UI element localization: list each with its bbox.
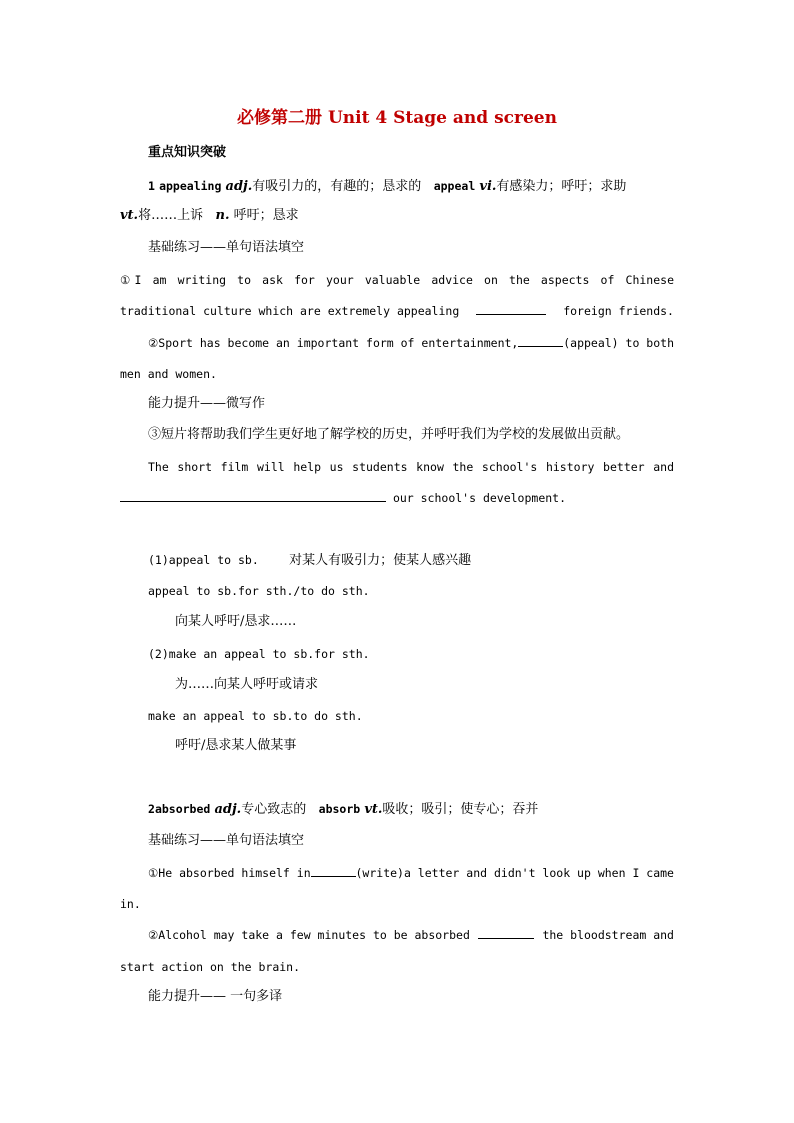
item1-ability-label: 能力提升——微写作	[148, 396, 266, 411]
phrase-1-en: (1)appeal to sb.	[148, 553, 259, 567]
item1-practice-label: 基础练习——单句语法填空	[148, 240, 305, 255]
item1-pos1: adj.	[225, 179, 253, 194]
item2-practice-label: 基础练习——单句语法填空	[148, 833, 305, 848]
phrase-2-en: appeal to sb.for sth./to do sth.	[148, 584, 370, 598]
item2-q1-blank[interactable]	[311, 864, 356, 877]
item2-vocab-line	[148, 800, 538, 819]
phrase-1-cn: 对某人有吸引力；使某人感兴趣	[289, 553, 472, 568]
item2-meaning2: 吸收；吸引；使专心；吞并	[382, 802, 539, 817]
item1-q2-text-b: (appeal) to both	[563, 336, 674, 350]
item1-q3-blank[interactable]	[120, 489, 386, 502]
item2-q1-text-a: ①He absorbed himself in	[148, 866, 311, 880]
phrase-3-cn: 为……向某人呼吁或请求	[175, 677, 319, 692]
item1-meaning2: 有感染力；呼吁；求助	[496, 179, 627, 194]
page-title: 必修第二册 Unit 4 Stage and screen	[237, 108, 557, 128]
item1-q3-english-line1: The short film will help us students know the school's history better and	[148, 460, 674, 474]
item2-q2-line1	[148, 926, 674, 944]
section-heading: 重点知识突破	[148, 145, 227, 160]
item1-word1: appealing	[159, 179, 222, 193]
item1-q1-text-b: foreign friends.	[563, 304, 674, 318]
item2-q2-blank[interactable]	[478, 926, 534, 939]
phrase-2-cn: 向某人呼吁/恳求……	[175, 614, 297, 629]
item1-pos4: n.	[215, 208, 230, 223]
item2-meaning1: 专心致志的	[241, 802, 307, 817]
phrase-1	[148, 551, 471, 570]
item2-pos1: adj.	[214, 802, 242, 817]
item1-q3-english-line2	[120, 489, 566, 507]
item1-meaning3: 将……上诉	[138, 208, 204, 223]
item1-q1-line1: ①I am writing to ask for your valuable advice on the aspects of Chinese	[120, 273, 674, 287]
item1-q2-line2: men and women.	[120, 367, 217, 381]
item1-q3-chinese: ③短片将帮助我们学生更好地了解学校的历史，并呼吁我们为学校的发展做出贡献。	[148, 427, 630, 442]
item1-vocab-line2	[120, 207, 299, 225]
item2-ability-label: 能力提升—— 一句多译	[148, 989, 283, 1004]
item2-word1: absorbed	[154, 802, 211, 816]
item2-pos2: vt.	[364, 802, 383, 817]
item2-word2: absorb	[318, 802, 361, 816]
item1-q3-text: our school's development.	[392, 491, 567, 505]
item1-pos2: vi.	[479, 179, 497, 194]
phrase-3-en: (2)make an appeal to sb.for sth.	[148, 647, 370, 661]
phrase-4-cn: 呼吁/恳求某人做某事	[175, 738, 297, 753]
item1-pos3: vt.	[120, 208, 139, 223]
item1-meaning4: 呼吁；恳求	[233, 208, 299, 223]
item2-q1-line1	[148, 864, 674, 882]
item1-q2-blank[interactable]	[518, 334, 563, 347]
item1-word2: appeal	[433, 179, 476, 193]
item2-q2-line2: start action on the brain.	[120, 960, 301, 974]
item1-q1-line2	[120, 302, 674, 320]
item1-q1-text-a: traditional culture which are extremely appealing	[120, 304, 460, 318]
item1-number: 1	[148, 179, 155, 193]
item2-number: 2	[148, 802, 155, 816]
item1-q2-line1	[148, 334, 674, 352]
item1-q2-text-a: ②Sport has become an important form of entertainment,	[148, 336, 519, 350]
item1-vocab-line	[148, 177, 626, 196]
item1-meaning1: 有吸引力的，有趣的；恳求的	[252, 179, 422, 194]
item1-q1-blank[interactable]	[476, 302, 546, 315]
item2-q2-text-a: ②Alcohol may take a few minutes to be absorbed	[148, 928, 470, 942]
item2-q1-line2: in.	[120, 897, 141, 911]
phrase-4-en: make an appeal to sb.to do sth.	[148, 709, 363, 723]
item2-q2-text-b: the bloodstream and	[542, 928, 674, 942]
item2-q1-text-b: (write)a letter and didn't look up when I came	[355, 866, 674, 880]
